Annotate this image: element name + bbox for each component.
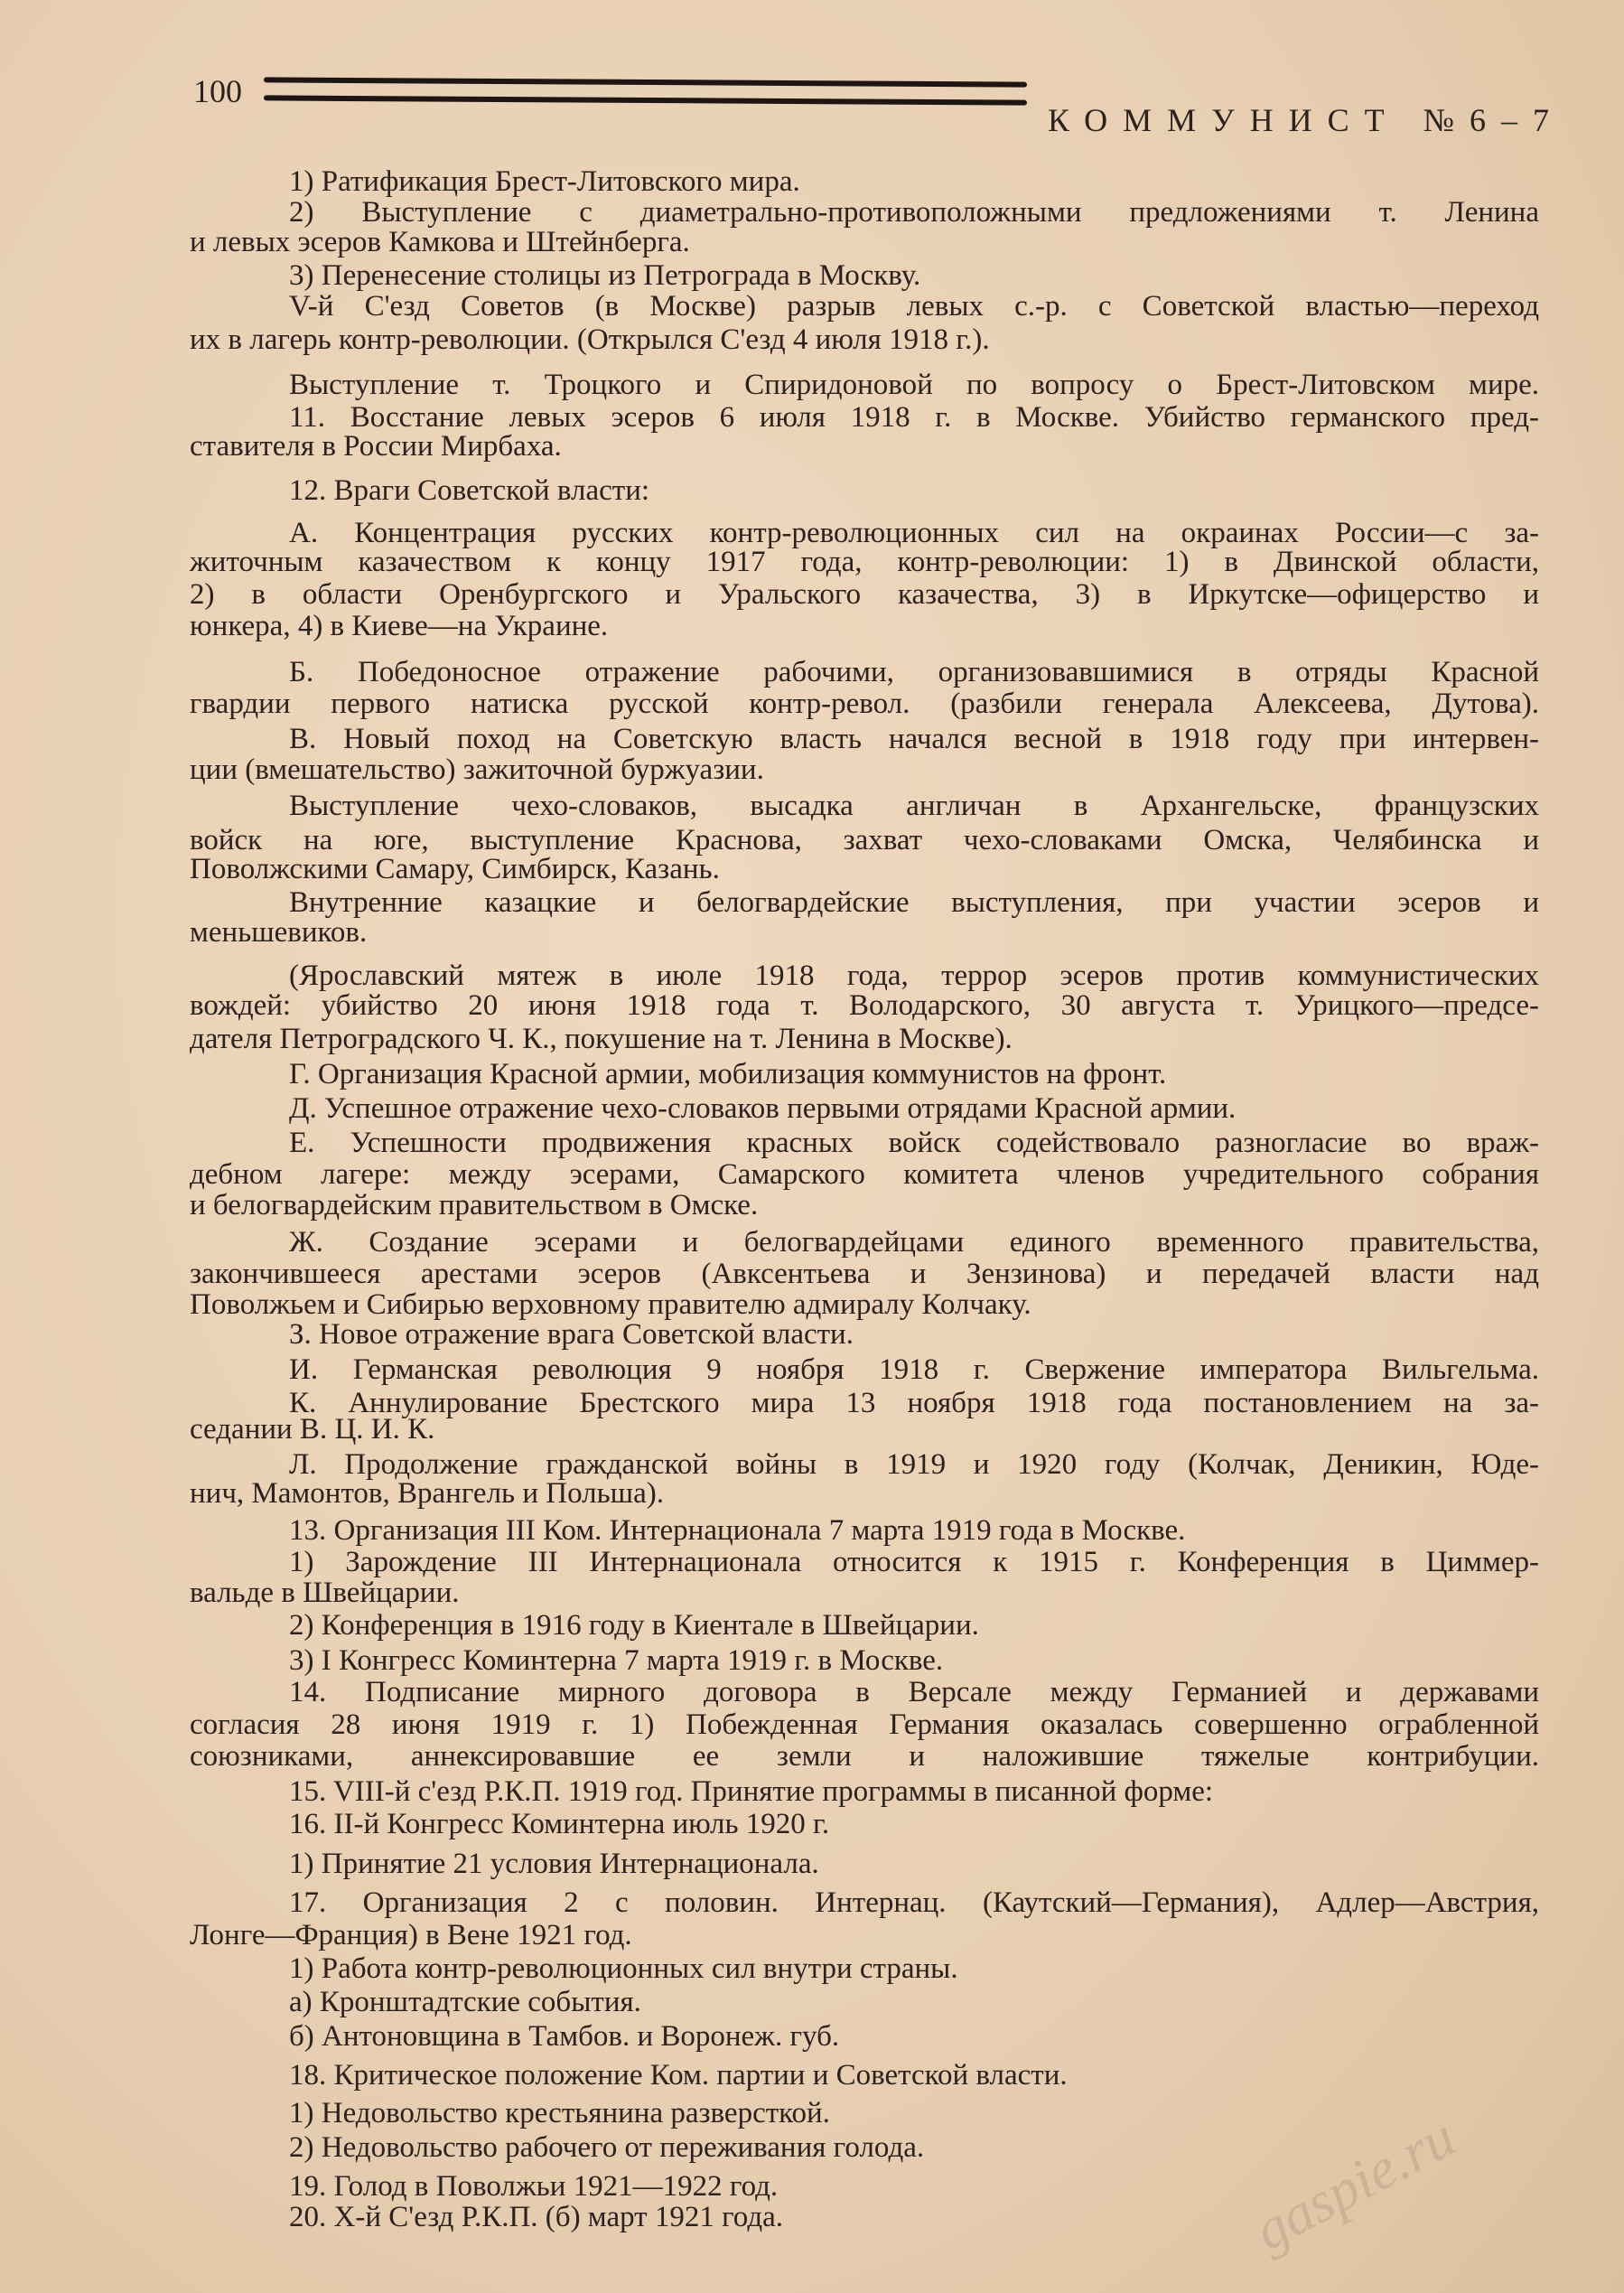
text-line: союзниками, аннексировавшие ее земли и наложившие тяжелые контрибуции.: [190, 1740, 1539, 1773]
text-line: 1) Работа контр-революционных сил внутри страны.: [289, 1952, 958, 1985]
text-line: Л. Продолжение гражданской войны в 1919 и 1920 году (Колчак, Деникин, Юде-: [289, 1448, 1539, 1481]
text-line: 13. Организация III Ком. Интернационала 7 марта 1919 года в Москве.: [289, 1514, 1186, 1547]
text-line: V-й С'езд Советов (в Москве) разрыв левых с.-р. с Советской властью—переход: [289, 290, 1539, 323]
text-line: Г. Организация Красной армии, мобилизация коммунистов на фронт.: [289, 1058, 1167, 1090]
text-line: согласия 28 июня 1919 г. 1) Побежденная Германия оказалась совершенно ограбленной: [190, 1708, 1539, 1741]
page-number: 100: [193, 73, 242, 109]
header-rule-top: [264, 77, 1027, 87]
text-line: Лонге—Франция) в Вене 1921 год.: [190, 1919, 632, 1951]
text-line: вождей: убийство 20 июня 1918 года т. Володарского, 30 августа т. Урицкого—предсе-: [190, 989, 1539, 1022]
text-line: седании В. Ц. И. К.: [190, 1413, 435, 1446]
text-line: И. Германская революция 9 ноября 1918 г. Свержение императора Вильгельма.: [289, 1353, 1539, 1386]
text-line: б) Антоновщина в Тамбов. и Воронеж. губ.: [289, 2020, 840, 2053]
text-line: 20. X-й С'езд Р.К.П. (б) март 1921 года.: [289, 2201, 784, 2233]
text-line: Выступление чехо-словаков, высадка англичан в Архангельске, французских: [289, 790, 1539, 822]
text-line: и белогвардейским правительством в Омске.: [190, 1189, 759, 1221]
text-line: их в лагерь контр-революции. (Открылся С'езд 4 июля 1918 г.).: [190, 323, 990, 356]
text-line: закончившееся арестами эсеров (Авксентьева и Зензинова) и передачей власти над: [190, 1258, 1539, 1290]
text-line: а) Кронштадтские события.: [289, 1986, 641, 2018]
text-line: 2) в области Оренбургского и Уральского казачества, 3) в Иркутске—офицерство и: [190, 578, 1539, 611]
text-line: 12. Враги Советской власти:: [289, 474, 650, 507]
text-line: 1) Недовольство крестьянина разверсткой.: [289, 2097, 830, 2129]
running-title: КОММУНИСТ №6–7: [1048, 102, 1564, 138]
text-line: 14. Подписание мирного договора в Версале между Германией и державами: [289, 1676, 1539, 1708]
text-line: Внутренние казацкие и белогвардейские выступления, при участии эсеров и: [289, 886, 1539, 919]
text-line: 19. Голод в Поволжьи 1921—1922 год.: [289, 2170, 779, 2203]
text-line: Ж. Создание эсерами и белогвардейцами единого временного правительства,: [289, 1226, 1539, 1259]
text-line: Е. Успешности продвижения красных войск содействовало разногласие во враж-: [289, 1127, 1539, 1159]
text-line: Д. Успешное отражение чехо-словаков первыми отрядами Красной армии.: [289, 1092, 1237, 1125]
text-line: Выступление т. Троцкого и Спиридоновой по вопросу о Брест-Литовском мире.: [289, 369, 1539, 401]
watermark: gaspie.ru: [1244, 2103, 1466, 2263]
text-line: дателя Петроградского Ч. К., покушение на т. Ленина в Москве).: [190, 1023, 1013, 1055]
text-line: 1) Зарождение III Интернационала относится к 1915 г. Конференция в Циммер-: [289, 1546, 1539, 1578]
text-line: 1) Принятие 21 условия Интернационала.: [289, 1848, 819, 1880]
text-line: 17. Организация 2 с половин. Интернац. (Каутский—Германия), Адлер—Австрия,: [289, 1886, 1539, 1919]
header-rule-bottom: [264, 95, 1027, 105]
text-line: 2) Конференция в 1916 году в Киентале в Швейцарии.: [289, 1609, 979, 1642]
text-line: и левых эсеров Камкова и Штейнберга.: [190, 226, 690, 258]
text-line: житочным казачеством к концу 1917 года, контр-революции: 1) в Двинской области,: [190, 546, 1539, 578]
text-line: нич, Мамонтов, Врангель и Польша).: [190, 1477, 664, 1510]
text-line: 3) Перенесение столицы из Петрограда в Москву.: [289, 259, 921, 292]
text-line: 18. Критическое положение Ком. партии и Советской власти.: [289, 2059, 1068, 2092]
text-line: дебном лагере: между эсерами, Самарского комитета членов учредительного собрания: [190, 1158, 1539, 1191]
text-line: (Ярославский мятеж в июле 1918 года, террор эсеров против коммунистических: [289, 959, 1539, 992]
text-line: вальде в Швейцарии.: [190, 1577, 460, 1609]
text-line: К. Аннулирование Брестского мира 13 ноября 1918 года постановлением на за-: [289, 1387, 1539, 1419]
text-line: меньшевиков.: [190, 916, 368, 949]
text-line: 1) Ратификация Брест-Литовского мира.: [289, 165, 800, 198]
text-line: 3) I Конгресс Коминтерна 7 марта 1919 г. в Москве.: [289, 1644, 944, 1677]
text-line: З. Новое отражение врага Советской власти.: [289, 1318, 854, 1351]
text-line: войск на юге, выступление Краснова, захват чехо-словаками Омска, Челябинска и: [190, 824, 1539, 856]
text-line: ции (вмешательство) зажиточной буржуазии.: [190, 753, 764, 786]
text-line: 15. VIII-й с'езд Р.К.П. 1919 год. Принятие программы в писанной форме:: [289, 1775, 1214, 1808]
text-line: 16. II-й Конгресс Коминтерна июль 1920 г.: [289, 1808, 830, 1840]
text-line: В. Новый поход на Советскую власть начался весной в 1918 году при интервен-: [289, 723, 1539, 755]
text-line: Поволжьем и Сибирью верховному правителю адмиралу Колчаку.: [190, 1288, 1031, 1321]
text-line: 2) Выступление с диаметрально-противоположными предложениями т. Ленина: [289, 196, 1539, 229]
text-line: Поволжскими Самару, Симбирск, Казань.: [190, 853, 720, 885]
text-line: гвардии первого натиска русской контр-револ. (разбили генерала Алексеева, Дутова).: [190, 688, 1539, 720]
text-line: юнкера, 4) в Киеве—на Украине.: [190, 610, 609, 642]
text-line: 2) Недовольство рабочего от переживания голода.: [289, 2131, 925, 2164]
text-line: 11. Восстание левых эсеров 6 июля 1918 г. в Москве. Убийство германского пред-: [289, 401, 1539, 434]
text-line: А. Концентрация русских контр-революционных сил на окраинах России—с за-: [289, 517, 1539, 549]
text-line: Б. Победоносное отражение рабочими, организовавшимися в отряды Красной: [289, 656, 1539, 688]
text-line: ставителя в России Мирбаха.: [190, 430, 562, 463]
